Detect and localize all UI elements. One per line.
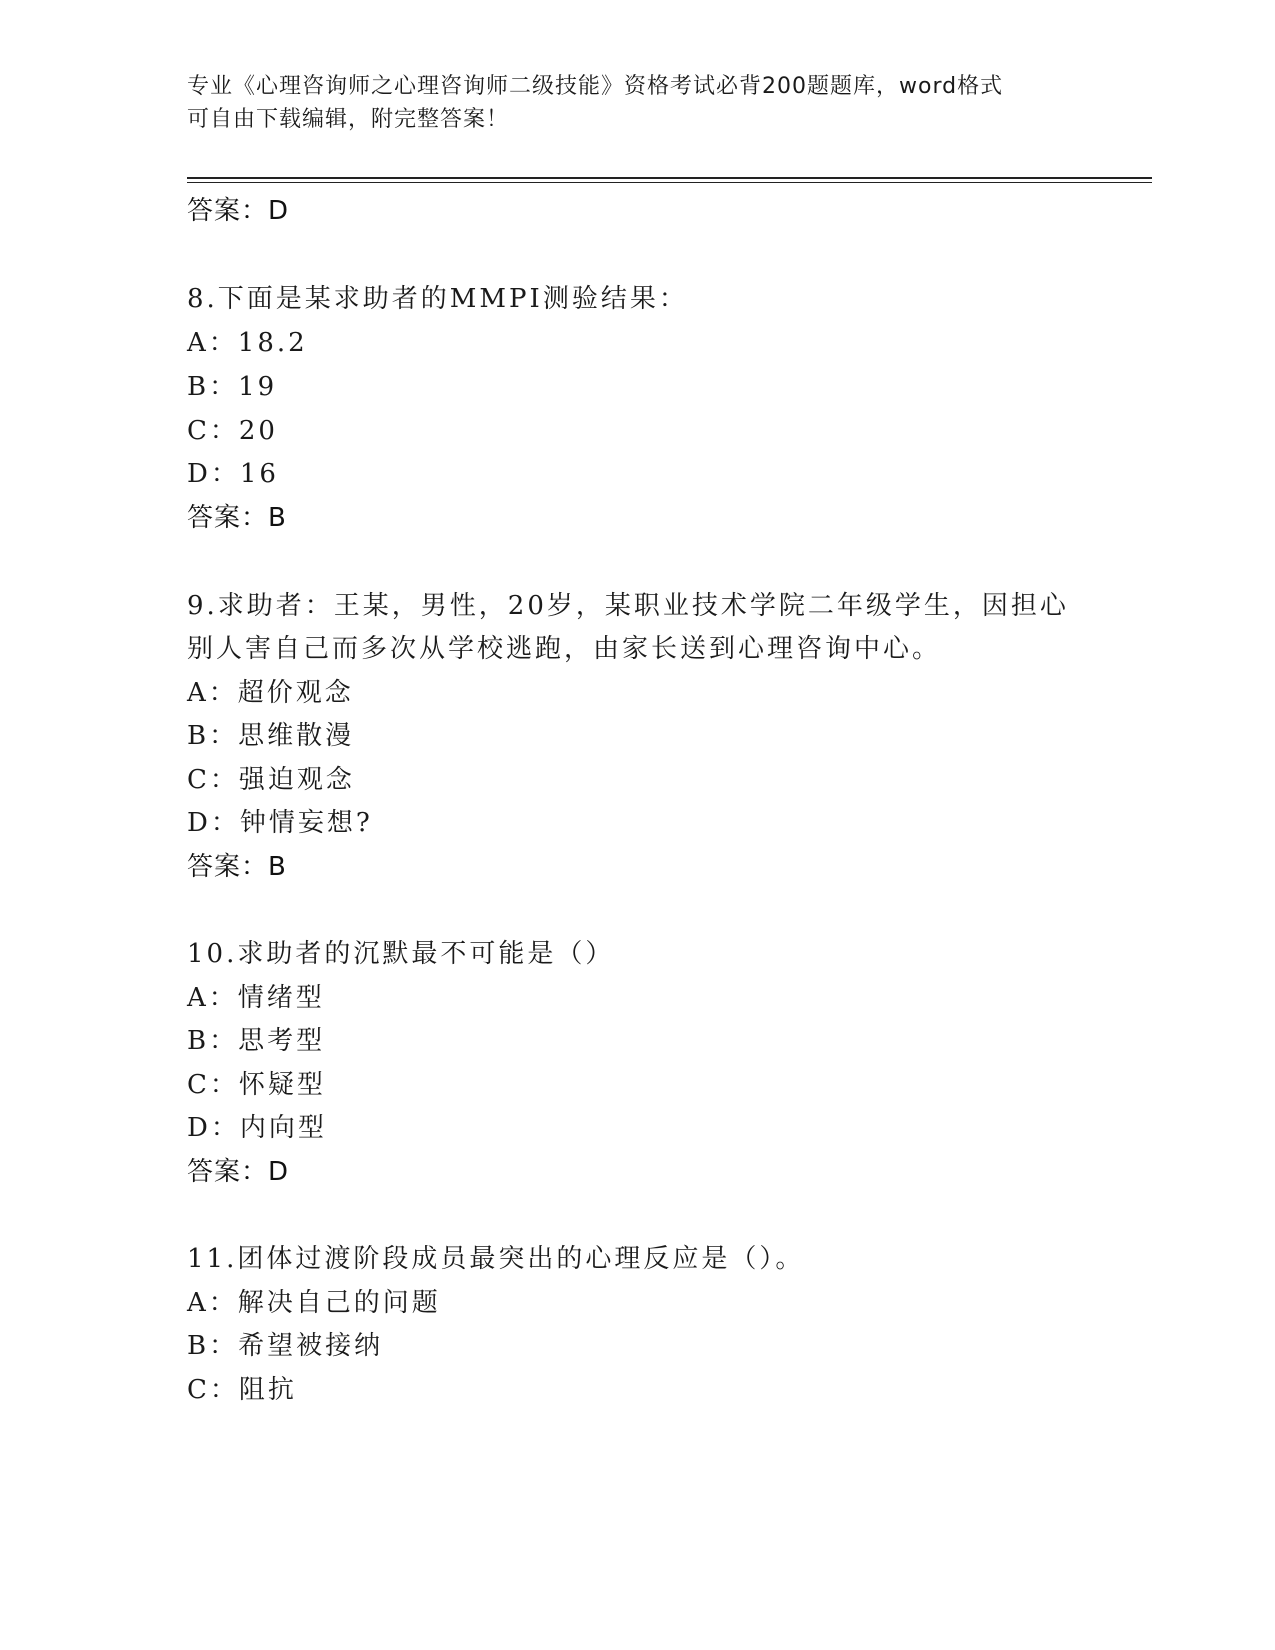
- question-9-option-d: D：钟情妄想?: [187, 808, 373, 838]
- question-9-stem-line-2: 别人害自己而多次从学校逃跑，由家长送到心理咨询中心。: [187, 634, 942, 664]
- question-8-option-a: A：18.2: [187, 328, 308, 358]
- document-header: [187, 70, 1067, 136]
- question-9-option-c: C：强迫观念: [187, 765, 355, 795]
- question-11-option-b: B：希望被接纳: [187, 1331, 384, 1361]
- question-8-answer: 答案：B: [187, 503, 287, 533]
- header-rule-top: [187, 177, 1152, 179]
- question-9-option-a: A：超价观念: [187, 678, 354, 708]
- question-10-option-a: A：情绪型: [187, 983, 325, 1013]
- previous-answer: 答案：D: [187, 196, 290, 226]
- question-8-stem: 8.下面是某求助者的MMPI测验结果：: [187, 284, 688, 314]
- header-line-1: 专业《心理咨询师之心理咨询师二级技能》资格考试必背200题题库，word格式: [187, 74, 1004, 99]
- question-8-option-c: C：20: [187, 416, 278, 446]
- header-rule-bottom: [187, 182, 1152, 183]
- question-10-option-b: B：思考型: [187, 1026, 326, 1056]
- question-10-stem: 10.求助者的沉默最不可能是（）: [187, 939, 615, 969]
- question-11-option-a: A：解决自己的问题: [187, 1288, 441, 1318]
- question-9-stem-line-1: 9.求助者：王某，男性，20岁，某职业技术学院二年级学生，因担心: [187, 591, 1069, 621]
- question-10-option-d: D：内向型: [187, 1113, 327, 1143]
- question-9-option-b: B：思维散漫: [187, 721, 355, 751]
- question-9-answer: 答案：B: [187, 852, 287, 882]
- question-8-option-b: B：19: [187, 372, 278, 402]
- question-8-option-d: D：16: [187, 459, 279, 489]
- question-10-option-c: C：怀疑型: [187, 1070, 326, 1100]
- question-11-stem: 11.团体过渡阶段成员最突出的心理反应是（）。: [187, 1244, 805, 1274]
- question-10-answer: 答案：D: [187, 1157, 290, 1187]
- question-11-option-c: C：阻抗: [187, 1375, 297, 1405]
- header-line-2: 可自由下载编辑，附完整答案！: [187, 107, 510, 132]
